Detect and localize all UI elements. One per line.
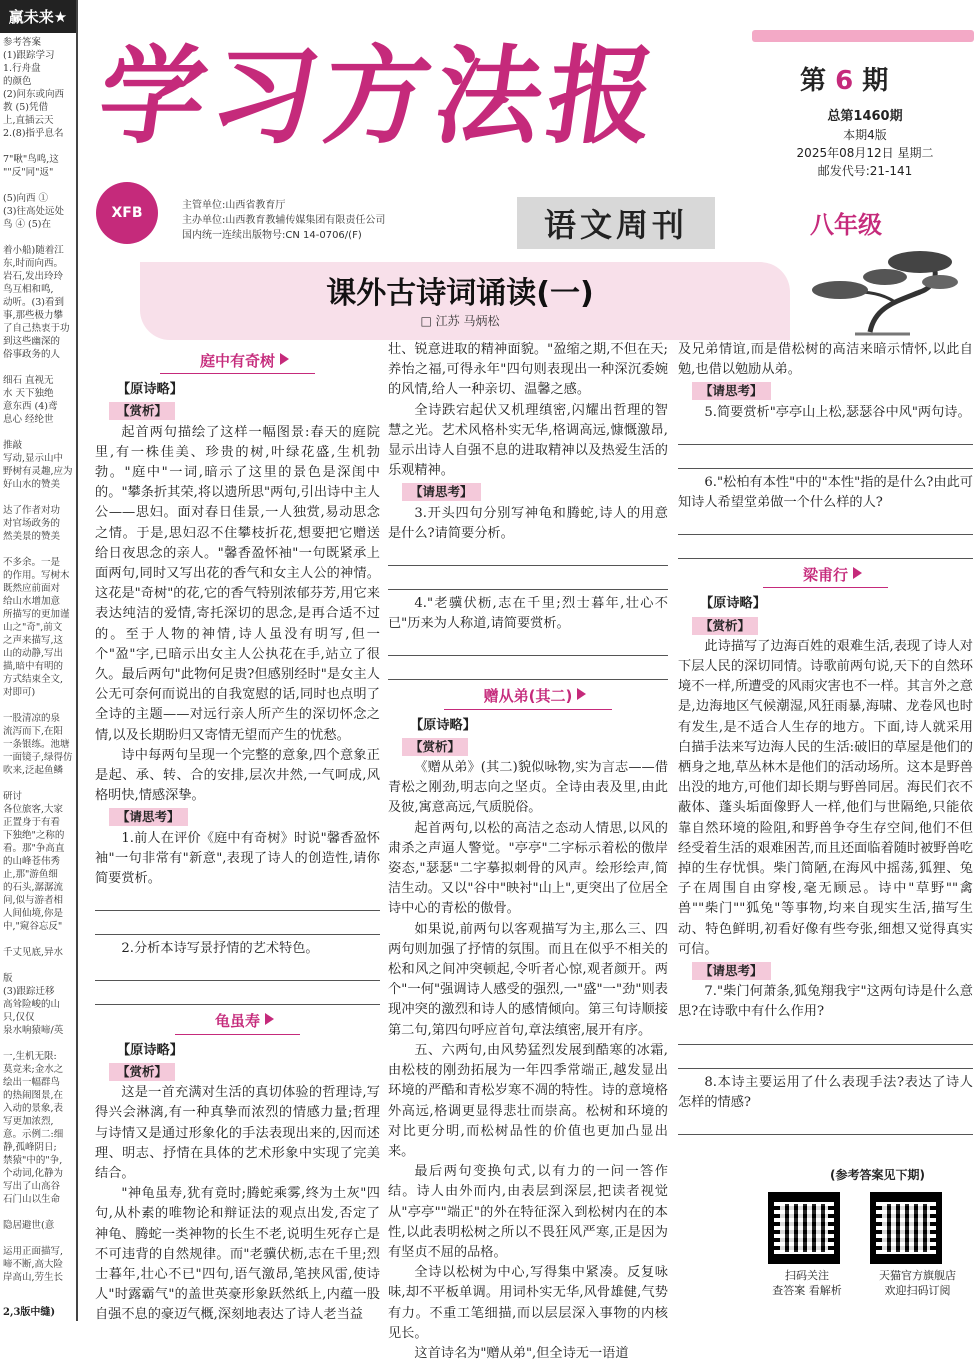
gutter-line <box>3 179 74 192</box>
section-heading: 梁甫行 <box>763 565 888 588</box>
paragraph: 《赠从弟》(其二)貌似咏物,实为言志——借青松之刚劲,明志向之坚贞。全诗由表及里,由此及彼,寓意高远,气质脱俗。 <box>388 760 668 816</box>
weekly-title: 语文周刊 <box>517 197 715 249</box>
answer-line[interactable] <box>678 447 973 469</box>
gutter-line <box>3 231 74 244</box>
qr-caption-line: 欢迎扫码订阅 <box>884 1284 951 1297</box>
original-poem-note: 【原诗略】 <box>410 717 476 733</box>
gutter-line: 推敲 <box>3 440 23 451</box>
gutter-line: 山之"奇",前文 <box>3 622 63 633</box>
appreciation-tag: 【赏析】 <box>402 738 468 756</box>
gutter-line: 各位旅客,大家 <box>3 804 64 815</box>
answer-line[interactable] <box>678 537 973 559</box>
gutter-line: 止,那"游鱼细 <box>3 869 58 880</box>
gutter-line: 一股清凉的泉 <box>3 713 61 724</box>
gutter-line: 山的动静,写出 <box>3 648 64 659</box>
issue-num: 6 <box>835 66 854 96</box>
answer-line[interactable] <box>678 1023 973 1045</box>
gutter-line: 之声来描写,这 <box>3 635 64 646</box>
answer-line[interactable] <box>678 1047 973 1069</box>
gutter-text <box>0 33 76 1284</box>
gutter-line: 鸟 ④ (5)在 <box>3 219 51 230</box>
gutter-line <box>3 777 74 790</box>
gutter-line: 千丈见底,异水 <box>3 947 64 958</box>
gutter-line <box>3 1232 74 1245</box>
gutter-line: 水 天下独绝 <box>3 388 54 399</box>
gutter-line: 一条银练。池塘 <box>3 739 70 750</box>
gutter-line: 方式结束全文, <box>3 674 64 685</box>
gutter-line: 2.(8)指乎息名 <box>3 128 64 139</box>
gutter-line: (3)往高处远处 <box>3 206 64 217</box>
answer-line[interactable] <box>678 513 973 535</box>
question: 5.简要赏析"亭亭山上松,瑟瑟谷中风"两句诗。 <box>704 404 971 420</box>
gutter-line: 岸高山,劳生长 <box>3 1272 64 1283</box>
question: 8.本诗主要运用了什么表现手法?表达了诗人怎样的情感? <box>678 1074 973 1110</box>
gutter-line <box>3 361 74 374</box>
answer-line[interactable] <box>95 913 380 935</box>
paragraph: 五、六两句,由风势猛烈发展到酷寒的冰霜,由松枝的刚劲拓展为一年四季常端正,越发显出环境的严酷和青松岁寒不凋的特性。诗的意境格外高远,格调更显得悲壮而崇高。松树和环境的对比更分明,而松树品性的价值也更加凸显出来。 <box>388 1042 668 1159</box>
gutter-line: 写出了山高谷 <box>3 1181 61 1192</box>
paragraph: 如果说,前两句以客观描写为主,那么三、四两句则加强了抒情的氛围。而且在似乎不相关的松和风之间冲突顿起,令听者心惊,观者颜开。两个"一何"强调诗人感受的强烈,一"盛"一"劲"则表现冲突的激烈和诗人的感情倾向。第三句诗顺接第二句,第四句呼应首句,章法缜密,展开有序。 <box>388 921 668 1038</box>
original-poem-note: 【原诗略】 <box>117 382 183 398</box>
gutter-line: 写更加浓烈, <box>3 1116 54 1127</box>
grade-label: 八年级 <box>810 211 882 239</box>
answer-line[interactable] <box>388 634 668 656</box>
gutter-line: 的石头,潺潺流 <box>3 882 64 893</box>
gutter-line: 正置身于有看 <box>3 817 61 828</box>
gutter-line: 参考答案 <box>3 37 42 48</box>
publish-date: 2025年08月12日 星期二 <box>796 146 934 160</box>
issue-number <box>800 60 888 97</box>
gutter-line: 问,似与游者相 <box>3 895 64 906</box>
gutter-line: 给山水增加意 <box>3 596 61 607</box>
gutter-line <box>3 543 74 556</box>
paragraph: 起首两句,以松的高洁之态动人情思,以风的肃杀之声逼人警觉。"亭亭"二字标示着松的傲岸姿态,"瑟瑟"二字摹拟刺骨的风声。绘形绘声,简洁生动。又以"谷中"映衬"山上",更突出了位居全诗中心的青松的傲骨。 <box>388 820 668 917</box>
gutter-brand: 赢未来★ <box>0 0 76 33</box>
gutter-line: 石门山以生命 <box>3 1194 61 1205</box>
gutter-line <box>3 426 74 439</box>
paragraph: 起首两句描绘了这样一幅图景:春天的庭院里,有一株佳美、珍贵的树,叶绿花盛,生机勃勃。"庭中"一词,暗示了这里的景色是深闺中的。"攀条折其荣,将以遗所思"两句,引出诗中主人公——思妇。面对春日佳景,一人独赏,易动思念之情。于是,思妇忍不住攀枝折花,想要把它赠送给日夜思念的亲人。"馨香盈怀袖"一句既紧承上面两句,同时又写出花的香气和女主人公的神情。这花是"奇树"的花,它的香气特别浓郁芬芳,用它来表达纯洁的爱情,寄托深切的思念,是再合适不过的。至于人物的神情,诗人虽没有明写,但一个"盈"字,已暗示出女主人公执花在手,站立了很久。最后两句"此物何足贵?但感别经时"是女主人公无可奈何而说出的自我宽慰的话,同时也点明了全诗的主题——对远行亲人所产生的深切怀念之情,以及长期盼归又寄情无望而产生的忧愁。 <box>95 424 380 743</box>
gutter-line: 达了作者对功 <box>3 505 61 516</box>
issue-suffix: 期 <box>862 66 889 96</box>
section-heading: 龟虽寿 <box>175 1011 300 1034</box>
gutter-line: 隐居避世(意 <box>3 1220 55 1231</box>
paragraph: 诗中每两句呈现一个完整的意象,四个意象正是起、承、转、合的安排,层次井然,一气呵成,风格明快,情感深挚。 <box>95 747 380 804</box>
question: 7."柴门何萧条,狐兔翔我宇"这两句诗是什么意思?在诗歌中有什么作用? <box>678 984 973 1020</box>
gutter-line: ""反"同"返" <box>3 167 54 178</box>
gutter-line: 事,那些极力攀 <box>3 310 64 321</box>
answer-line[interactable] <box>95 983 380 1005</box>
gutter-line: 7"啾"鸟鸣,这 <box>3 154 59 165</box>
admin-line: 国内统一连续出版物号:CN 14-0706/(F) <box>182 230 362 241</box>
edition-count: 本期4版 <box>843 128 887 142</box>
original-poem-note: 【原诗略】 <box>700 596 766 612</box>
newspaper-logo: XFB <box>96 182 158 244</box>
appreciation-tag: 【赏析】 <box>109 402 175 420</box>
gutter-line: 啼不断,高大险 <box>3 1259 64 1270</box>
paragraph: 壮、锐意进取的精神面貌。"盈缩之期,不但在天;养怡之福,可得永年"四句则表现出一种深沉委婉的风情,给人一种亲切、温馨之感。 <box>388 342 668 398</box>
issue-meta <box>760 108 970 180</box>
answer-line[interactable] <box>678 1113 973 1135</box>
left-gutter <box>0 0 78 1321</box>
gutter-line: 对即可) <box>3 687 36 698</box>
gutter-line: 岩石,发出玲玲 <box>3 271 64 282</box>
gutter-line: 东,时而向西。 <box>3 258 64 269</box>
gutter-line: 流泻而下,在阳 <box>3 726 64 737</box>
masthead: 学习方法报 <box>91 35 669 158</box>
question-tag: 【请思考】 <box>402 483 481 501</box>
question-tag: 【请思考】 <box>109 808 188 826</box>
qr-caption-line: 天猫官方旗舰店 <box>879 1269 956 1282</box>
paragraph: 最后两句变换句式,以有力的一问一答作结。诗人由外而内,由表层到深层,把读者视觉从"亭亭""端正"的外在特征深入到松树内在的本性,以此表明松树之所以不畏狂风严寒,正是因为有坚贞不屈的品格。 <box>388 1164 668 1260</box>
answer-line[interactable] <box>388 658 668 680</box>
article-byline: □ 江苏 马炳松 <box>420 314 500 328</box>
column-3 <box>678 340 973 1137</box>
gutter-line: 描,暗中有明的 <box>3 661 64 672</box>
gutter-line: 中,"窥谷忘反" <box>3 921 63 932</box>
admin-line: 主办单位:山西教育教辅传媒集团有限责任公司 <box>182 215 386 226</box>
gutter-line: 既然应前面对 <box>3 583 61 594</box>
gutter-line: 个动词,化静为 <box>3 1168 64 1179</box>
qr-caption <box>860 1268 975 1298</box>
gutter-line: 动听。(3)看到 <box>3 297 64 308</box>
answer-line[interactable] <box>95 959 380 981</box>
gutter-line <box>3 933 74 946</box>
qr-caption-line: 扫码关注 <box>785 1269 829 1282</box>
gutter-footer: 2,3版中缝) <box>0 1300 76 1321</box>
gutter-line: 下独绝"之称的 <box>3 830 65 841</box>
question: 1.前人在评价《庭中有奇树》时说"馨香盈怀袖"一句非常有"新意",表现了诗人的创造性,请你简要赏析。 <box>95 830 380 887</box>
gutter-line: 研讨 <box>3 791 23 802</box>
question-tag: 【请思考】 <box>692 962 771 980</box>
gutter-line: 着小船)随着江 <box>3 245 64 256</box>
postal-code: 邮发代号:21-141 <box>817 164 913 178</box>
paragraph: 全诗以松树为中心,写得集中紧凑。反复咏味,却不平板单调。用词朴实无华,风骨雄健,气势有力。不重工笔细描,而以层层深入事物的内核见长。 <box>388 1265 668 1341</box>
appreciation-tag: 【赏析】 <box>692 617 758 635</box>
pine-tree-icon <box>800 232 960 337</box>
gutter-line <box>3 699 74 712</box>
gutter-line: (1)跟踪学习 <box>3 50 55 61</box>
admin-line: 主管单位:山西省教育厅 <box>182 200 286 211</box>
gutter-line: 静,孤峰阴日; <box>3 1142 57 1153</box>
gutter-line: 的热闹图景,在 <box>3 1090 64 1101</box>
gutter-line: 泉水响猿啼/英 <box>3 1025 64 1036</box>
gutter-line: 只,仅仅 <box>3 1012 35 1023</box>
gutter-line: 细石 直视无 <box>3 375 54 386</box>
gutter-line: 对官场政务的 <box>3 518 61 529</box>
total-issue: 总第1460期 <box>827 109 903 124</box>
gutter-line: 教 (5)凭借 <box>3 102 48 113</box>
gutter-line: 上,直插云天 <box>3 115 54 126</box>
question: 3.开头四句分别写神龟和腾蛇,诗人的用意是什么?请简要分析。 <box>388 505 668 541</box>
gutter-line: 野树有灵趣,应为 <box>3 466 73 477</box>
gutter-line: 吹来,泛起鱼鳞 <box>3 765 64 776</box>
gutter-line: 所描写的更加谨 <box>3 609 70 620</box>
paragraph: "神龟虽寿,犹有竟时;腾蛇乘雾,终为土灰"四句,从朴素的唯物论和辩证法的观点出发,否定了神龟、腾蛇一类神物的长生不老,说明生死存亡是不可违背的自然规律。而"老骥伏枥,志在千里;烈士暮年,壮心不已"四句,语气激昂,笔挟风雷,使诗人"时露霸气"的盖世英豪形象跃然纸上,内蕴一股自强不息的豪迈气概,深刻地表达了诗人老当益 <box>95 1186 380 1323</box>
answer-line[interactable] <box>95 889 380 911</box>
gutter-line: 意东西 (4)鸢 <box>3 401 58 412</box>
question: 2.分析本诗写景抒情的艺术特色。 <box>121 941 319 957</box>
column-2 <box>388 340 668 1364</box>
gutter-line <box>3 1037 74 1050</box>
gutter-line: 的颜色 <box>3 76 32 87</box>
qr-caption-line: 查答案 看解析 <box>772 1284 842 1297</box>
paragraph: 全诗跌宕起伏又机理缜密,闪耀出哲理的智慧之光。艺术风格朴实无华,格调高远,慷慨激昂,显示出诗人自强不息的进取精神以及热爱生活的乐观精神。 <box>388 402 668 479</box>
answer-line[interactable] <box>678 423 973 445</box>
question: 6."松柏有本性"中的"本性"指的是什么?由此可知诗人希望堂弟做一个什么样的人? <box>678 474 973 511</box>
gutter-line: 看。那"争高直 <box>3 843 65 854</box>
gutter-line: 版 <box>3 973 13 984</box>
gutter-line <box>3 491 74 504</box>
gutter-line: 运用正面描写, <box>3 1246 64 1257</box>
gutter-line: 的山峰苍伟秀 <box>3 856 61 867</box>
gutter-line <box>3 959 74 972</box>
gutter-line: 禁猿"中的"争, <box>3 1155 63 1166</box>
gutter-line: (5)向西 ① <box>3 193 48 204</box>
gutter-line: 高耸险峻的山 <box>3 999 61 1010</box>
gutter-line: 莫竞来;金水之 <box>3 1064 64 1075</box>
qr-caption <box>752 1268 862 1298</box>
answer-note: (参考答案见下期) <box>830 1168 925 1182</box>
qr-code-icon[interactable] <box>870 1192 942 1264</box>
gutter-line: 1.行舟盘 <box>3 63 41 74</box>
gutter-line: 一面镜子,绿得仿 <box>3 752 73 763</box>
section-heading: 庭中有奇树 <box>160 351 315 374</box>
appreciation-tag: 【赏析】 <box>109 1063 175 1081</box>
answer-line[interactable] <box>388 568 668 590</box>
gutter-line: 人间仙境,你是 <box>3 908 64 919</box>
gutter-line: 的作用。写树木 <box>3 570 70 581</box>
paragraph: 及兄弟情谊,而是借松树的高洁来暗示情怀,以此自勉,也借以勉励从弟。 <box>678 342 973 378</box>
gutter-line: 然美景的赞美 <box>3 531 61 542</box>
gutter-line <box>3 140 74 153</box>
paragraph: 这是一首充满对生活的真切体验的哲理诗,写得兴会淋漓,有一种真挚而浓烈的情感力量;哲理与诗情又是通过形象化的手法表现出来的,因而述理、明志、抒情在具体的艺术形象中实现了完美结合。 <box>95 1085 380 1181</box>
header-accent-bar <box>752 30 974 42</box>
gutter-line: (3)跟踪迁移 <box>3 986 55 997</box>
gutter-line: 息心 经纶世 <box>3 414 54 425</box>
question-tag: 【请思考】 <box>692 382 771 400</box>
gutter-line: 不多余。一是 <box>3 557 61 568</box>
answer-line[interactable] <box>388 544 668 566</box>
gutter-line: (2)问东或向西 <box>3 89 64 100</box>
gutter-line: 意。示例二:细 <box>3 1129 64 1140</box>
admin-info <box>182 198 385 243</box>
gutter-line: 入动的景象,表 <box>3 1103 64 1114</box>
section-heading: 赠从弟(其二) <box>444 686 613 709</box>
column-1 <box>95 345 380 1326</box>
gutter-line: 好山水的赞美 <box>3 479 61 490</box>
qr-code-icon[interactable] <box>768 1192 840 1264</box>
article-title: 课外古诗词诵读(一) <box>326 276 594 311</box>
gutter-line: 写动,显示山中 <box>3 453 64 464</box>
issue-prefix: 第 <box>800 66 827 96</box>
gutter-line <box>3 1206 74 1219</box>
paragraph: 这首诗名为"赠从弟",但全诗无一语道 <box>414 1345 629 1361</box>
question: 4."老骥伏枥,志在千里;烈士暮年,壮心不已"历来为人称道,请简要赏析。 <box>388 596 668 632</box>
gutter-line: 鸟互相和鸣, <box>3 284 54 295</box>
gutter-line: 一,生机无限: <box>3 1051 57 1062</box>
gutter-line: 俗事政务的人 <box>3 349 61 360</box>
original-poem-note: 【原诗略】 <box>117 1042 183 1058</box>
gutter-line: 了自己热衷于功 <box>3 323 70 334</box>
gutter-line: 绘出一幅群鸟 <box>3 1077 61 1088</box>
gutter-line: 到这些幽深的 <box>3 336 61 347</box>
paragraph: 此诗描写了边海百姓的艰难生活,表现了诗人对下层人民的深切同情。诗歌前两句说,天下的自然环境不一样,所遭受的风雨灾害也不一样。其言外之意是,边海地区气候潮湿,风狂雨暴,海啸、龙卷风也时有发生,是不适合人生存的地方。下面,诗人就采用白描手法来写边海人民的生活:破旧的草屋是他们的栖身之地,草丛林木是他们的活动场所。这本是野兽出没的地方,可他们却长期与野兽同居。海民们衣不蔽体、蓬头垢面像野人一样,他们与世隔绝,只能依靠自然环境的险阻,和野兽争夺生存空间,他们不但经受着生活的艰难困苦,而且还面临着随时被野兽吃掉的生存忧惧。柴门简陋,在海风中摇荡,狐狸、兔子在周围自由穿梭,毫无顾忌。诗中"草野""禽兽""柴门""狐兔"等事物,均来自现实生活,描写生动、特色鲜明,初看好像有些夸张,细想又觉得真实可信。 <box>678 638 973 957</box>
